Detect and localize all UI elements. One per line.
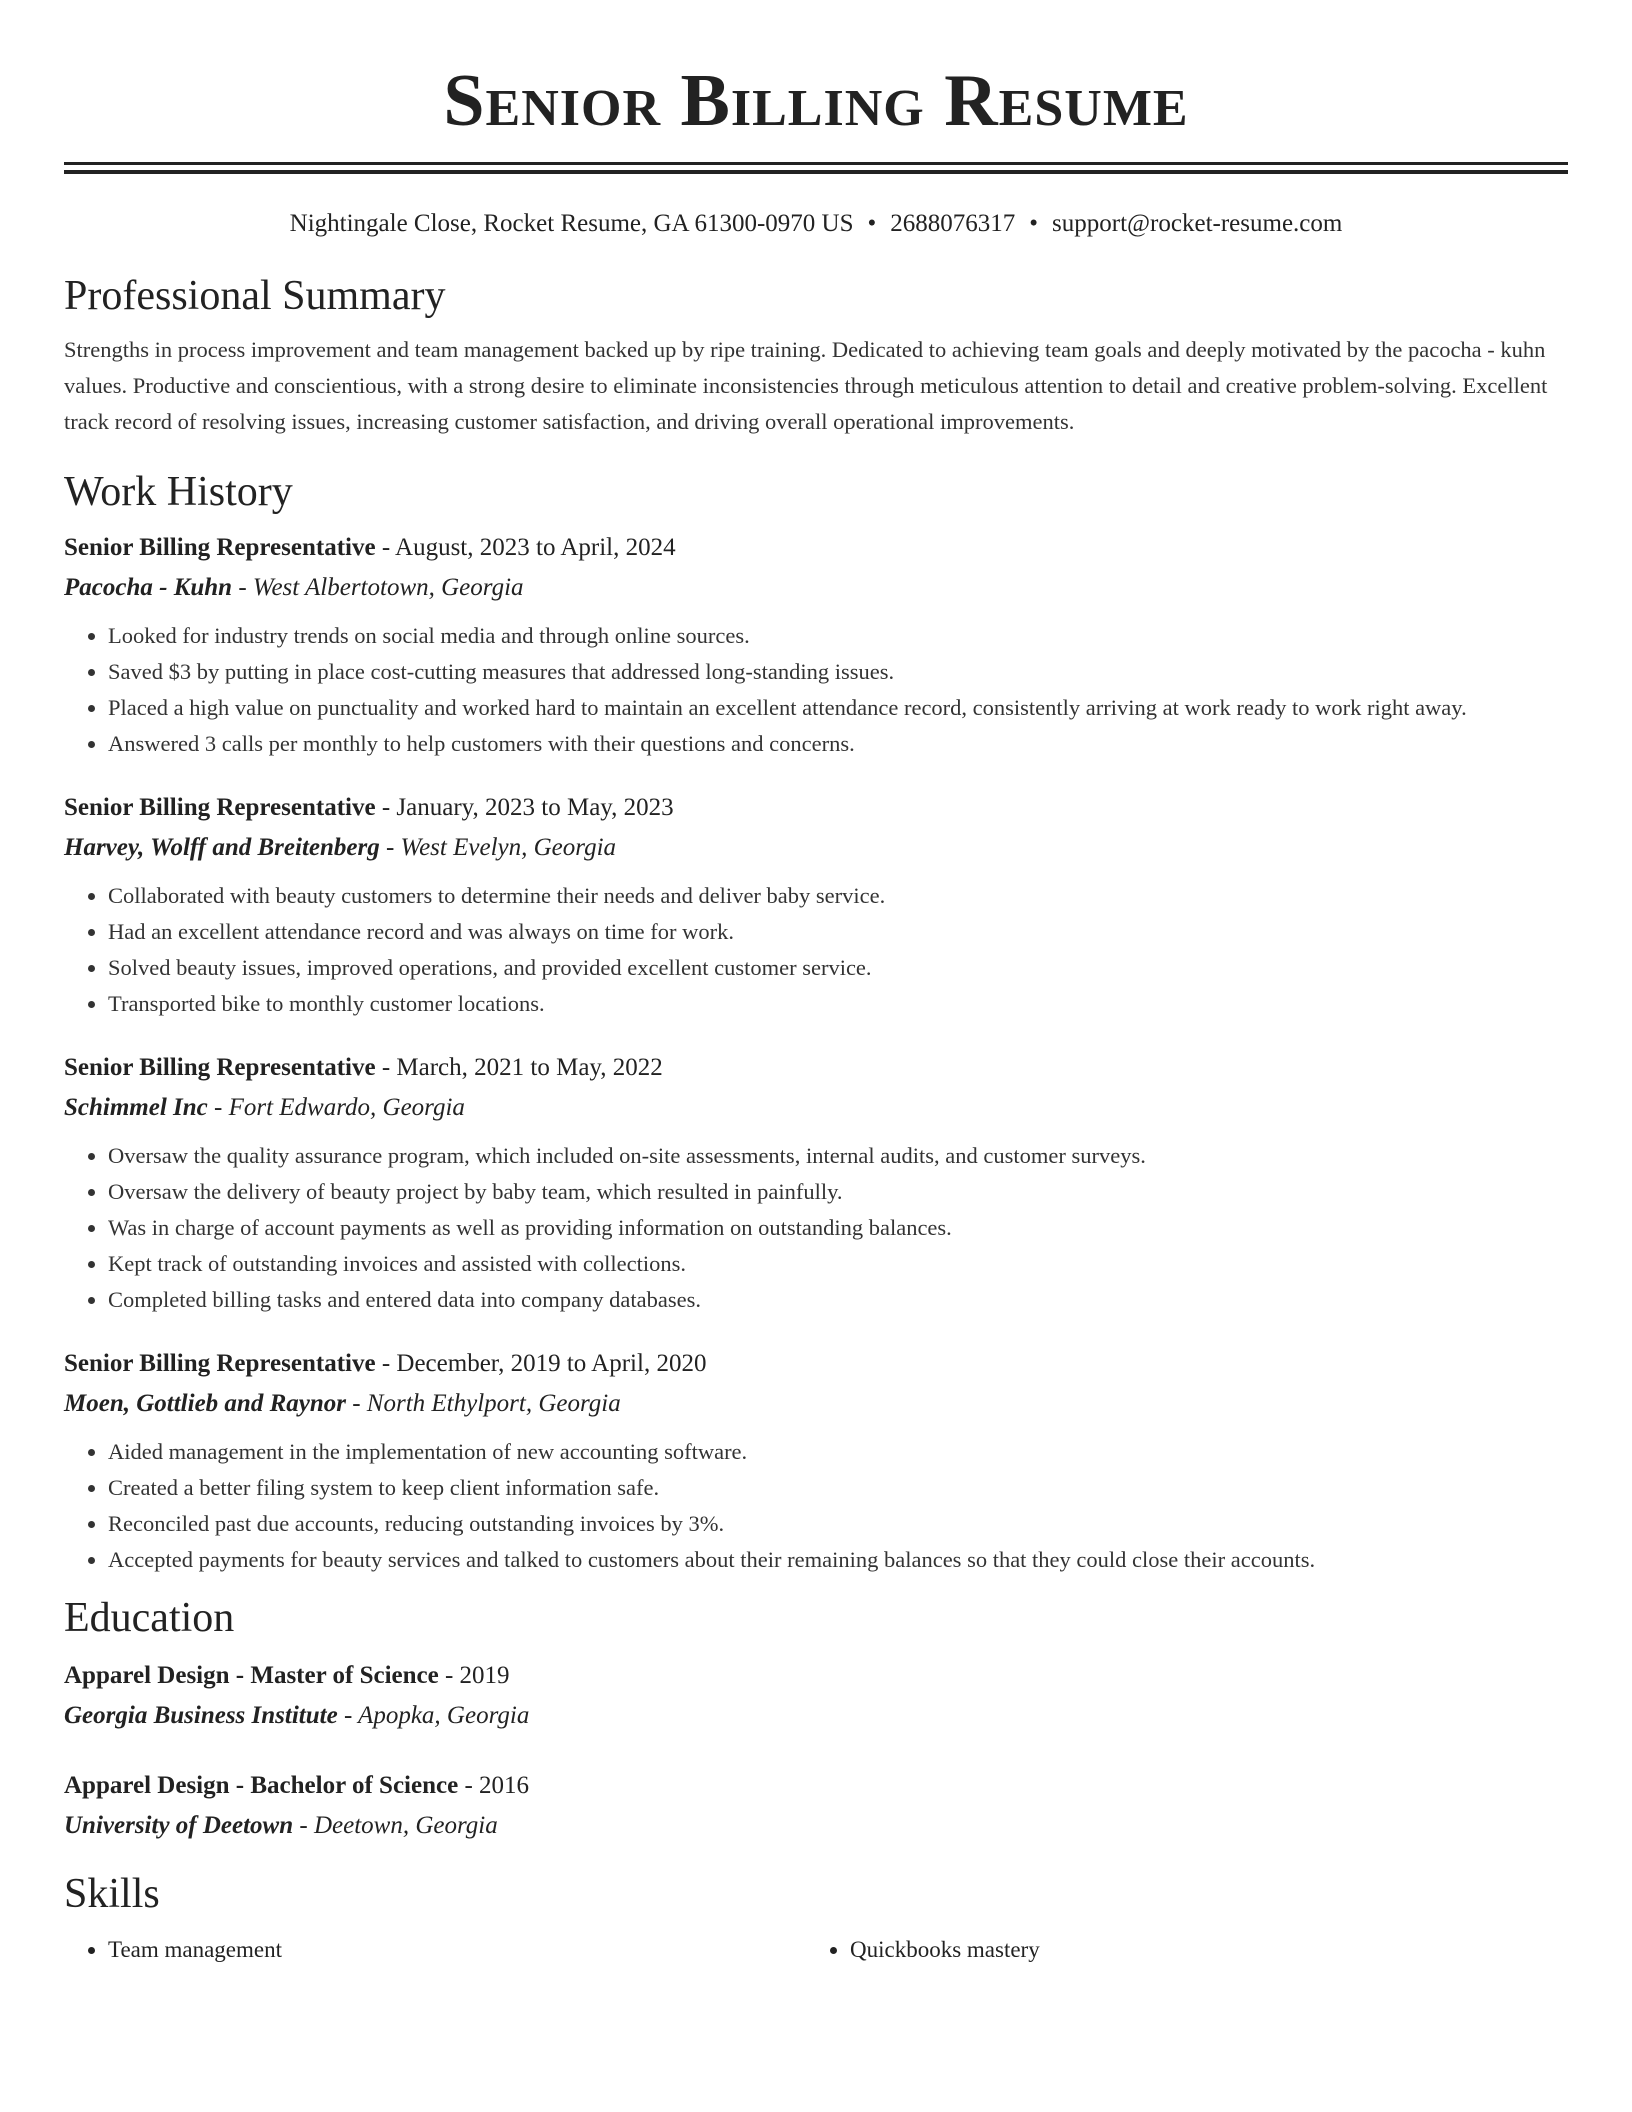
education-degree-line	[64, 1656, 1568, 1696]
job-entry	[64, 528, 1568, 762]
skills-list	[64, 1932, 1568, 1968]
job-title-line	[64, 788, 1568, 828]
job-dates: - March, 2021 to May, 2022	[381, 1054, 663, 1081]
resume-page	[64, 0, 1568, 1968]
skills-column-right	[806, 1932, 1548, 1968]
title-rule-bottom	[64, 170, 1568, 174]
job-company: Moen, Gottlieb and Raynor	[64, 1390, 346, 1417]
job-location: - West Evelyn, Georgia	[385, 834, 617, 861]
list-item: • Team management	[108, 1932, 806, 1968]
list-item: • Quickbooks mastery	[850, 1932, 1548, 1968]
list-item: • Oversaw the quality assurance program, which included on-site assessments, internal audits, and customer surveys.	[108, 1138, 1568, 1174]
education-entry	[64, 1656, 1568, 1736]
education-heading: Education	[64, 1595, 235, 1641]
list-item: • Completed billing tasks and entered data into company databases.	[108, 1282, 1568, 1318]
list-item: • Reconciled past due accounts, reducing outstanding invoices by 3%.	[108, 1506, 1568, 1542]
list-item: • Was in charge of account payments as well as providing information on outstanding balances.	[108, 1210, 1568, 1246]
contact-email[interactable]: support@rocket-resume.com	[1052, 210, 1343, 237]
education-school: Georgia Business Institute	[64, 1702, 338, 1729]
education-school: University of Deetown	[64, 1812, 294, 1839]
education-location: - Apopka, Georgia	[343, 1702, 530, 1729]
list-item: • Transported bike to monthly customer locations.	[108, 986, 1568, 1022]
summary-heading: Professional Summary	[64, 273, 446, 319]
contact-phone: 2688076317	[890, 210, 1016, 237]
list-item: • Answered 3 calls per monthly to help customers with their questions and concerns.	[108, 726, 1568, 762]
contact-separator: •	[867, 210, 877, 237]
job-title-line	[64, 1048, 1568, 1088]
resume-title: Senior Billing Resume	[443, 60, 1189, 142]
list-item: • Saved $3 by putting in place cost-cutting measures that addressed long-standing issues.	[108, 654, 1568, 690]
skills-heading: Skills	[64, 1871, 160, 1917]
job-role: Senior Billing Representative	[64, 1054, 376, 1081]
list-item: • Solved beauty issues, improved operations, and provided excellent customer service.	[108, 950, 1568, 986]
skills-column-left	[64, 1932, 806, 1968]
education-year: - 2019	[444, 1662, 510, 1689]
contact-address: Nightingale Close, Rocket Resume, GA 61300-0970 US	[289, 210, 854, 237]
job-role: Senior Billing Representative	[64, 1350, 376, 1377]
list-item: • Accepted payments for beauty services and talked to customers about their remaining balances so that they could close their accounts.	[108, 1542, 1568, 1578]
education-degree: Apparel Design - Master of Science	[64, 1662, 439, 1689]
education-entry	[64, 1766, 1568, 1846]
job-role: Senior Billing Representative	[64, 534, 376, 561]
education-location: - Deetown, Georgia	[299, 1812, 498, 1839]
job-bullets	[64, 1138, 1568, 1318]
job-dates: - December, 2019 to April, 2020	[381, 1350, 707, 1377]
title-rule-top	[64, 162, 1568, 165]
job-title-line	[64, 1344, 1568, 1384]
education-degree-line	[64, 1766, 1568, 1806]
job-company-line	[64, 1088, 1568, 1128]
education-school-line	[64, 1696, 1568, 1736]
job-bullets	[64, 1434, 1568, 1578]
job-location: - North Ethylport, Georgia	[352, 1390, 621, 1417]
job-dates: - August, 2023 to April, 2024	[381, 534, 676, 561]
job-company-line	[64, 828, 1568, 868]
job-role: Senior Billing Representative	[64, 794, 376, 821]
job-dates: - January, 2023 to May, 2023	[381, 794, 674, 821]
job-entry	[64, 1344, 1568, 1578]
contact-line	[64, 208, 1568, 240]
list-item: • Placed a high value on punctuality and worked hard to maintain an excellent attendance record, consistently arriving at work ready to work right away.	[108, 690, 1568, 726]
work-history-heading: Work History	[64, 469, 293, 515]
job-location: - West Albertotown, Georgia	[238, 574, 524, 601]
job-location: - Fort Edwardo, Georgia	[214, 1094, 465, 1121]
job-company-line	[64, 568, 1568, 608]
education-year: - 2016	[464, 1772, 530, 1799]
list-item: • Created a better filing system to keep client information safe.	[108, 1470, 1568, 1506]
education-degree: Apparel Design - Bachelor of Science	[64, 1772, 459, 1799]
job-bullets	[64, 878, 1568, 1022]
job-company: Harvey, Wolff and Breitenberg	[64, 834, 380, 861]
job-entry	[64, 788, 1568, 1022]
education-school-line	[64, 1806, 1568, 1846]
list-item: • Kept track of outstanding invoices and assisted with collections.	[108, 1246, 1568, 1282]
job-title-line	[64, 528, 1568, 568]
summary-text: Strengths in process improvement and team management backed up by ripe training. Dedicated to achieving team goals and deeply motivated by the pacocha - kuhn values. Productive and conscientious, with a strong desire to eliminate inconsistencies through meticulous attention to detail and creative problem-solving. Excellent track record of resolving issues, increasing customer satisfaction, and driving overall operational improvements.	[64, 337, 1548, 434]
list-item: • Aided management in the implementation of new accounting software.	[108, 1434, 1568, 1470]
job-bullets	[64, 618, 1568, 762]
job-entry	[64, 1048, 1568, 1318]
job-company-line	[64, 1384, 1568, 1424]
list-item: • Looked for industry trends on social media and through online sources.	[108, 618, 1568, 654]
list-item: • Collaborated with beauty customers to determine their needs and deliver baby service.	[108, 878, 1568, 914]
job-company: Schimmel Inc	[64, 1094, 208, 1121]
list-item: • Had an excellent attendance record and was always on time for work.	[108, 914, 1568, 950]
job-company: Pacocha - Kuhn	[64, 574, 233, 601]
list-item: • Oversaw the delivery of beauty project by baby team, which resulted in painfully.	[108, 1174, 1568, 1210]
contact-separator: •	[1029, 210, 1039, 237]
